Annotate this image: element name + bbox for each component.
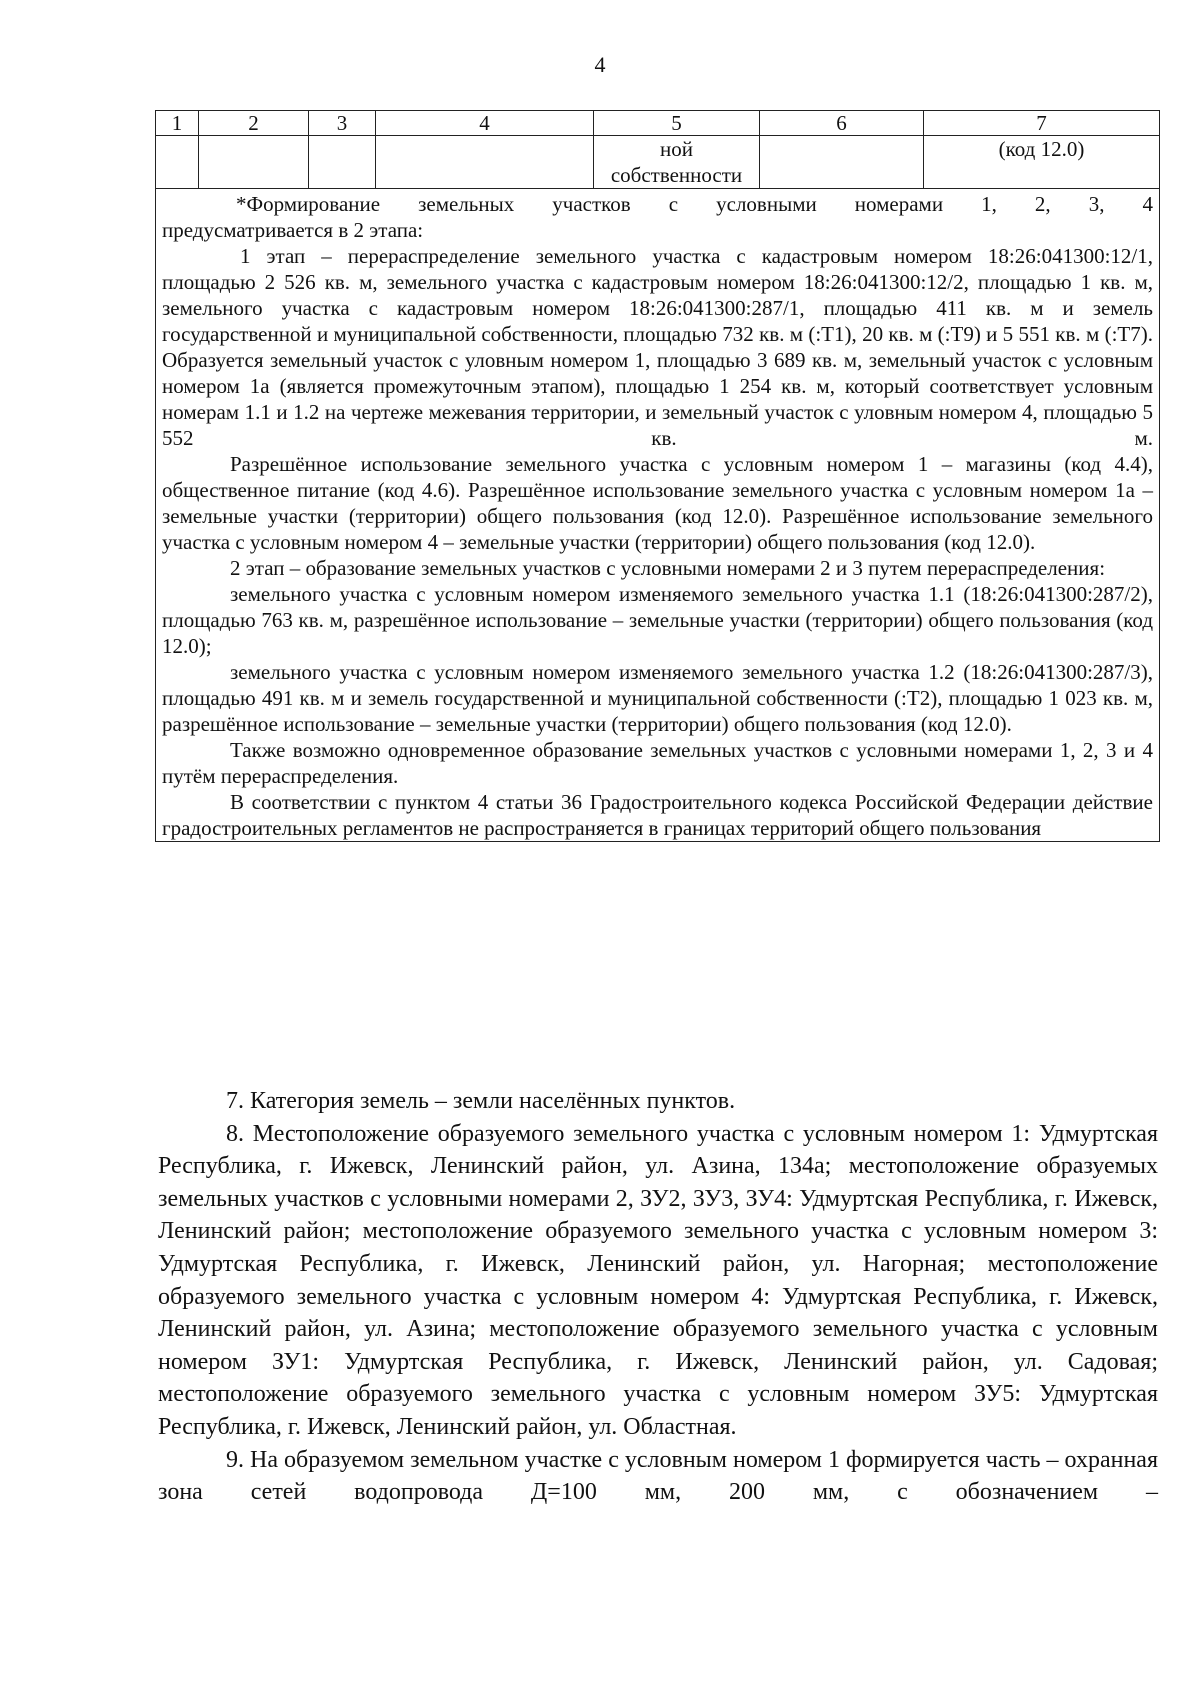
note-paragraph: 2 этап – образование земельных участков с условными номерами 2 и 3 путем перераспределения: [230, 556, 1106, 580]
table-note-cell [156, 189, 1160, 842]
note-paragraph: предусматривается в 2 этапа: [162, 218, 424, 242]
paragraph-8: 8. Местоположение образуемого земельного участка с условным номером 1: Удмуртская Республика, г. Ижевск, Ленинский район, ул. Азина, 134а; местоположение образуемых земельных участков с условными номерами 2, ЗУ2, ЗУ3, ЗУ4: Удмуртская Республика, г. Ижевск, Ленинский район; местоположение образуемого земельного участка с условным номером 3: Удмуртская Республика, г. Ижевск, Ленинский район, ул. Нагорная; местоположение образуемого земельного участка с условным номером 4: Удмуртская Республика, г. Ижевск, Ленинский район, ул. Азина; местоположение образуемого земельного участка с условным номером ЗУ1: Удмуртская Республика, г. Ижевск, Ленинский район, ул. Садовая; местоположение образуемого земельного участка с условным номером ЗУ5: Удмуртская Республика, г. Ижевск, Ленинский район, ул. Областная. [158, 1120, 1158, 1440]
header-cell: 2 [199, 111, 309, 136]
page-number: 4 [594, 52, 606, 77]
table-cell [376, 136, 594, 189]
table-row [156, 136, 1160, 189]
table-cell: (код 12.0) [924, 136, 1160, 189]
note-paragraph: 1 этап – перераспределение земельного участка с кадастровым номером 18:26:041300:12/1, площадью 2 526 кв. м, земельного участка с кадастровым номером 18:26:041300:12/2, площадью 1 кв. м, земельного участка с кадастровым номером 18:26:041300:287/1, площадью 411 кв. м и земель государственной и муниципальной собственности, площадью 732 кв. м (:Т1), 20 кв. м (:Т9) и 5 551 кв. м (:Т7). Образуется земельный участок с уловным номером 1, площадью 3 689 кв. м, земельный участок с условным номером 1а (является промежуточным этапом), площадью 1 254 кв. м, который соответствует условным номерам 1.1 и 1.2 на чертеже межевания территории, и земельный участок с уловным номером 4, площадью 5 552 кв. м. [162, 244, 1153, 450]
note-paragraph: земельного участка с условным номером изменяемого земельного участка 1.1 (18:26:041300:287/2), площадью 763 кв. м, разрешённое использование – земельные участки (территории) общего пользования (код 12.0); [162, 582, 1153, 658]
table-cell [199, 136, 309, 189]
table-header-row [156, 111, 1160, 136]
paragraph-9: 9. На образуемом земельном участке с условным номером 1 формируется часть – охранная зона сетей водопровода Д=100 мм, 200 мм, с обозначением – [158, 1446, 1158, 1506]
land-plots-table [155, 110, 1160, 842]
table-note-row [156, 189, 1160, 842]
note-paragraph: В соответствии с пунктом 4 статьи 36 Градостроительного кодекса Российской Федерации действие градостроительных регламентов не распространяется в границах территорий общего пользования [162, 790, 1153, 840]
table-cell [760, 136, 924, 189]
header-cell: 5 [594, 111, 760, 136]
document-body [158, 1085, 1158, 1509]
table-cell [309, 136, 376, 189]
note-paragraph: земельного участка с условным номером изменяемого земельного участка 1.2 (18:26:041300:287/3), площадью 491 кв. м и земель государственной и муниципальной собственности (:Т2), площадью 1 023 кв. м, разрешённое использование – земельные участки (территории) общего пользования (код 12.0). [162, 660, 1153, 736]
table-cell: ной собственности [594, 136, 760, 189]
header-cell: 6 [760, 111, 924, 136]
table-cell [156, 136, 199, 189]
header-cell: 1 [156, 111, 199, 136]
header-cell: 3 [309, 111, 376, 136]
note-paragraph: Также возможно одновременное образование земельных участков с условными номерами 1, 2, 3 и 4 путём перераспределения. [162, 738, 1153, 788]
paragraph-7: 7. Категория земель – земли населённых пунктов. [226, 1088, 736, 1114]
note-paragraph: *Формирование земельных участков с условными номерами 1, 2, 3, 4 [236, 192, 1153, 216]
header-cell: 4 [376, 111, 594, 136]
note-paragraph: Разрешённое использование земельного участка с условным номером 1 – магазины (код 4.4), общественное питание (код 4.6). Разрешённое использование земельного участка с условным номером 1а – земельные участки (территории) общего пользования (код 12.0). Разрешённое использование земельного участка с условным номером 4 – земельные участки (территории) общего пользования (код 12.0). [162, 452, 1153, 554]
header-cell: 7 [924, 111, 1160, 136]
